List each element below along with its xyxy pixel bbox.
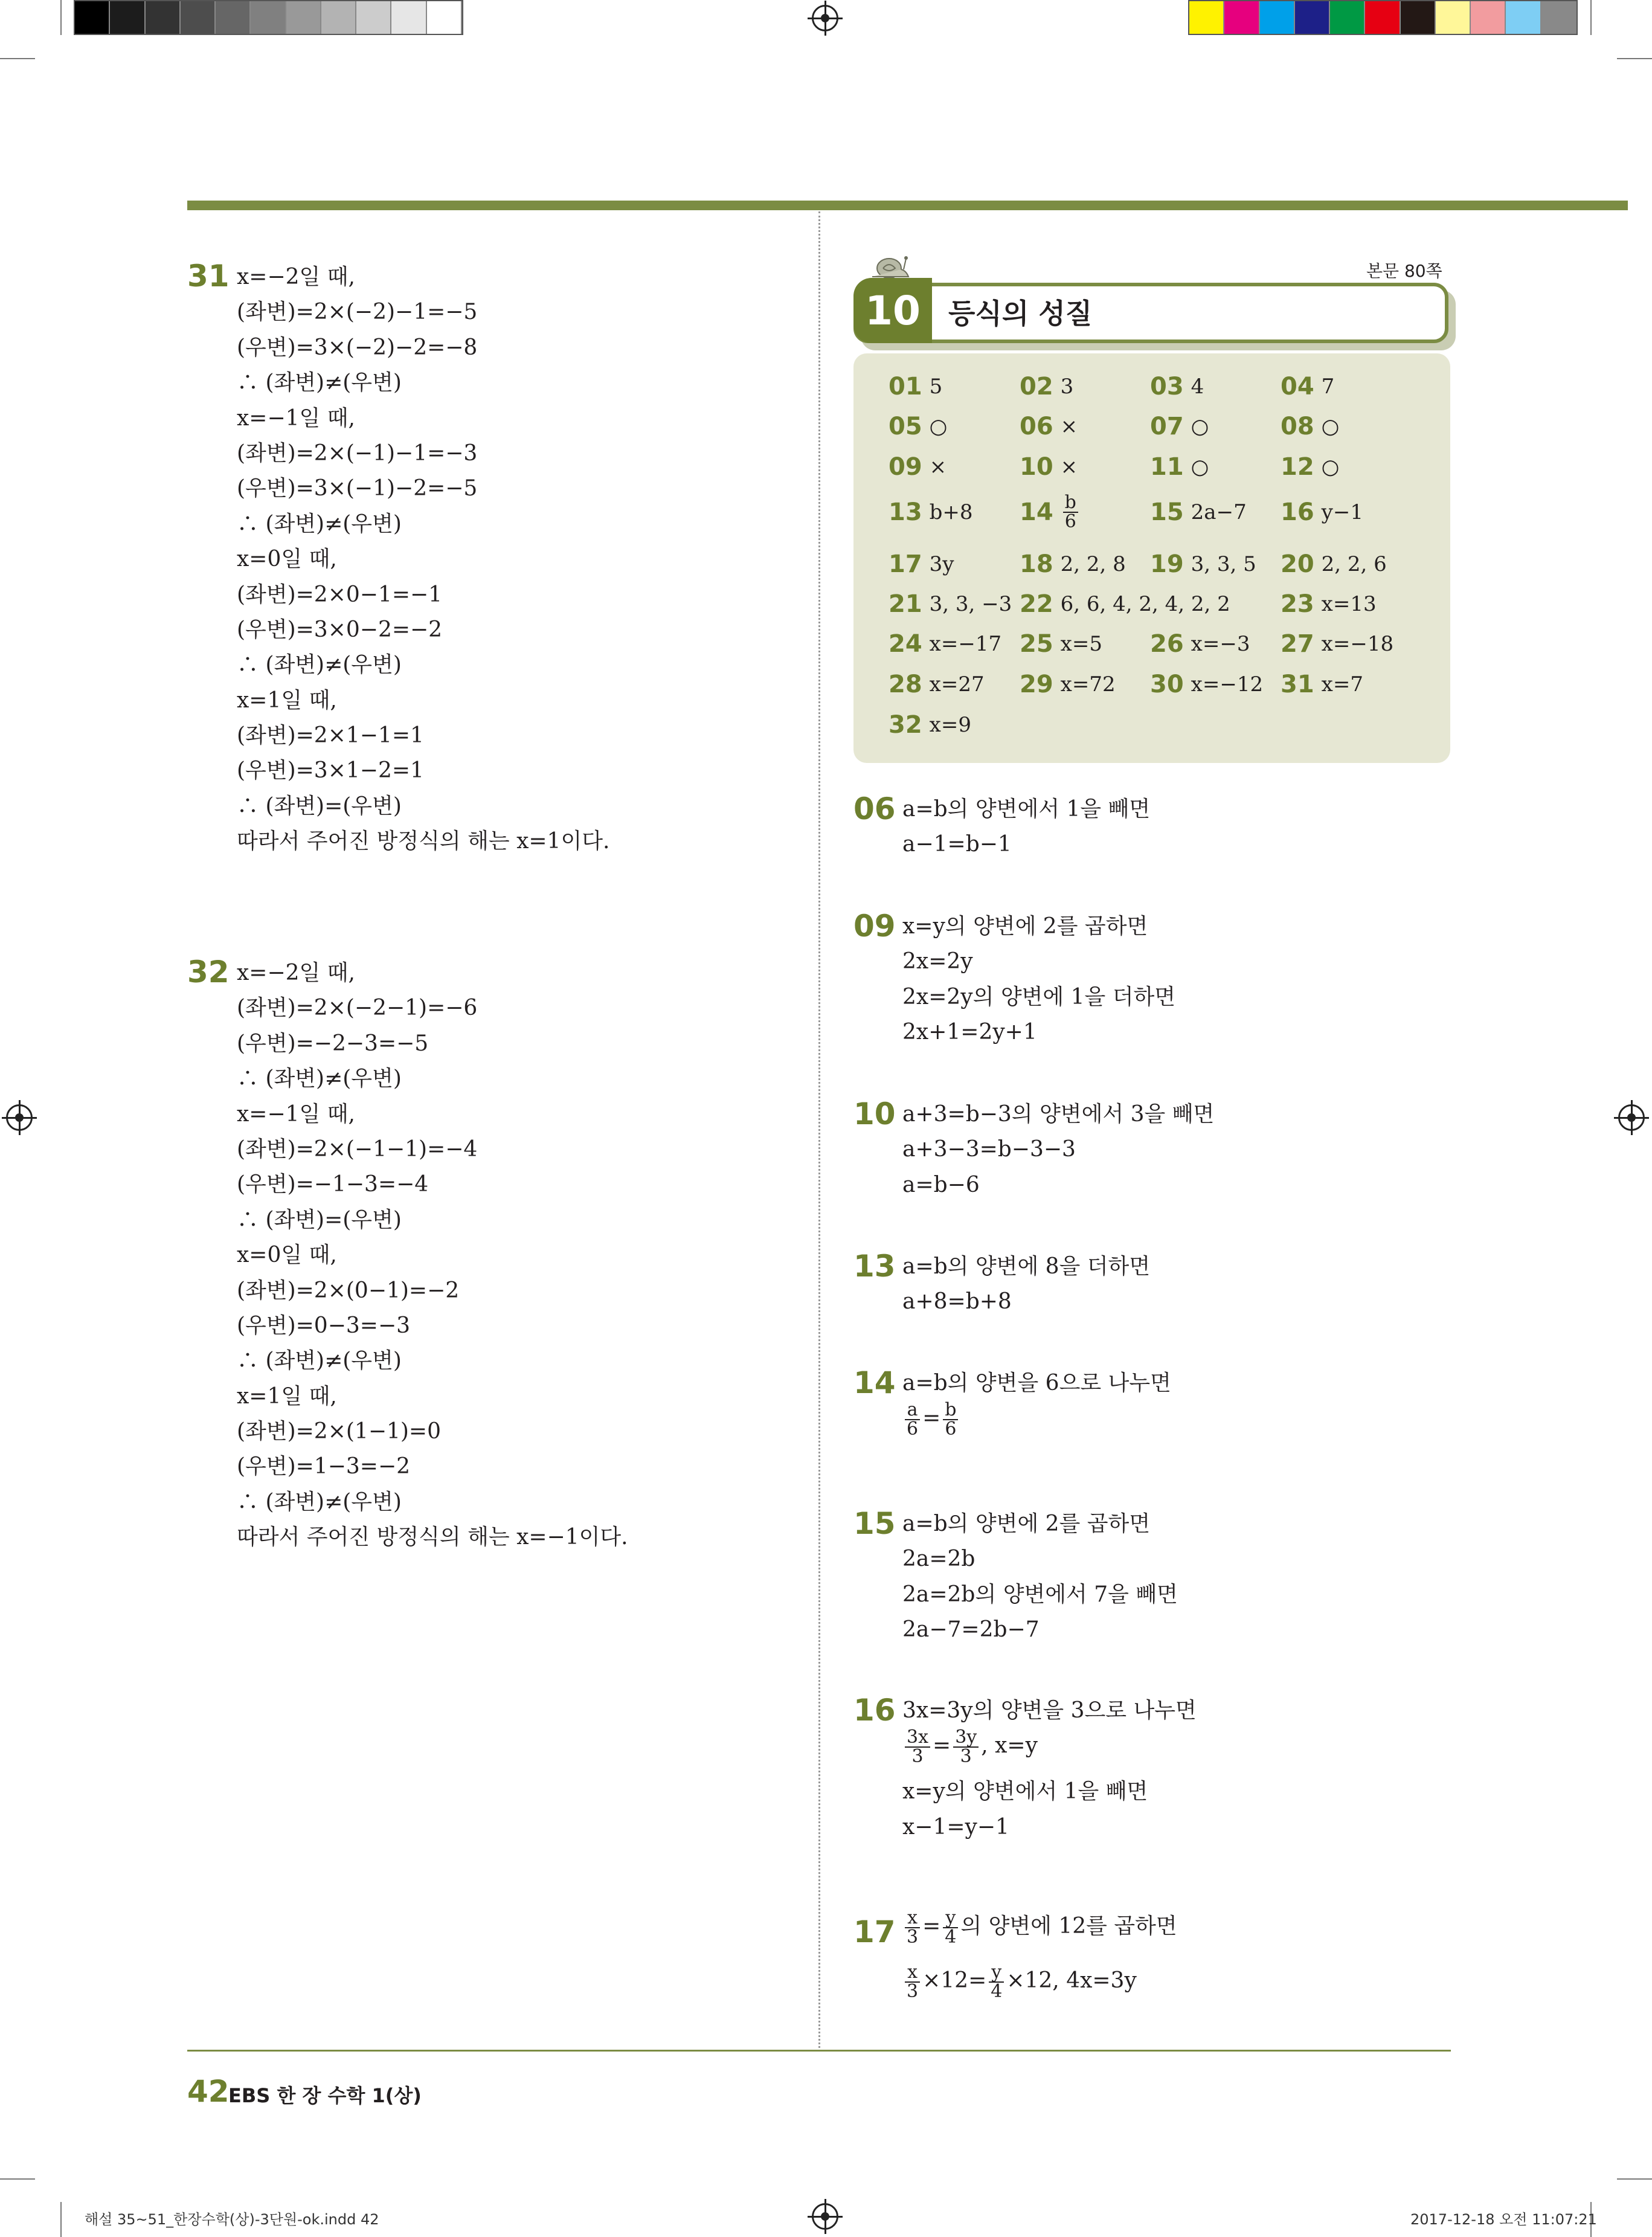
solution-line: x=y의 양변에 2를 곱하면 xyxy=(902,914,1148,939)
solution-32 xyxy=(237,956,628,1556)
answer-number: 11 xyxy=(1150,453,1184,481)
answer-value: × xyxy=(929,455,947,479)
color-swatch xyxy=(1365,1,1400,34)
solution-line: x=0일 때, xyxy=(237,1243,337,1268)
grayscale-color-bar xyxy=(74,0,463,35)
answer-value: x=7 xyxy=(1321,672,1363,697)
answer-item xyxy=(1150,627,1250,661)
print-slug-left: 해설 35~51_한장수학(상)-3단원-ok.indd 42 xyxy=(85,2211,379,2228)
solution-line: (우변)=−2−3=−5 xyxy=(237,1031,429,1056)
color-swatch xyxy=(1260,1,1295,34)
solution-line: (좌변)=2×(0−1)=−2 xyxy=(237,1278,460,1303)
answer-item xyxy=(1020,587,1230,621)
answer-number: 15 xyxy=(1150,498,1184,526)
solution-line: (좌변)=2×(−1−1)=−4 xyxy=(237,1136,478,1162)
color-swatch xyxy=(1295,1,1330,34)
answer-item xyxy=(1281,450,1339,484)
color-swatch xyxy=(1330,1,1365,34)
answer-number: 06 xyxy=(1020,413,1053,440)
solution-line: ∴ (좌변)≠(우변) xyxy=(237,1348,402,1374)
solution-line: ∴ (좌변)≠(우변) xyxy=(237,1066,402,1092)
answer-value: 3y xyxy=(929,552,954,576)
answer-number: 01 xyxy=(889,373,922,401)
page-reference: 본문 80쪽 xyxy=(1366,261,1442,281)
fraction-equation: $\frac{x}{3}$ ×12= $\frac{y}{4}$ ×12, 4x=3y xyxy=(902,1963,1177,2009)
explanation-09 xyxy=(902,909,1175,1051)
solution-line: 2a=2b xyxy=(902,1547,975,1572)
color-swatch xyxy=(146,1,181,34)
solution-line: x=−2일 때, xyxy=(237,961,355,985)
answer-value: 6, 6, 4, 2, 4, 2, 2 xyxy=(1060,592,1230,616)
solution-line: (우변)=1−3=−2 xyxy=(237,1454,411,1479)
solution-line: 따라서 주어진 방정식의 해는 x=1이다. xyxy=(237,829,610,854)
answer-value: 2a−7 xyxy=(1191,500,1247,524)
answer-number: 09 xyxy=(889,453,922,481)
registration-mark-icon xyxy=(6,1104,33,1131)
solution-line: (우변)=0−3=−3 xyxy=(237,1313,411,1338)
crop-mark xyxy=(1590,0,1592,35)
solution-line: (좌변)=2×(−1)−1=−3 xyxy=(237,440,478,466)
registration-mark-icon xyxy=(1618,1104,1645,1131)
answer-value: x=5 xyxy=(1060,632,1102,656)
answer-item xyxy=(1281,627,1393,661)
solution-line: a=b의 양변에 2를 곱하면 xyxy=(902,1511,1151,1536)
crop-mark xyxy=(60,0,62,35)
answer-item xyxy=(1281,410,1339,443)
solution-line: ∴ (좌변)=(우변) xyxy=(237,1207,402,1232)
answer-number: 08 xyxy=(1281,413,1314,440)
answer-item xyxy=(889,370,942,404)
solution-line: (좌변)=2×(−2)−1=−5 xyxy=(237,300,478,325)
explanation-13 xyxy=(902,1249,1150,1320)
answer-value: x=72 xyxy=(1060,672,1116,697)
color-swatch xyxy=(1436,1,1471,34)
solution-line: a+3−3=b−3−3 xyxy=(902,1137,1076,1162)
solution-line: a=b−6 xyxy=(902,1172,980,1197)
answer-value: 4 xyxy=(1191,375,1204,399)
page-number: 42 xyxy=(187,2074,230,2109)
solution-line: (우변)=3×1−2=1 xyxy=(237,758,424,784)
answer-value: x=−3 xyxy=(1191,632,1250,656)
answer-item xyxy=(889,708,971,742)
answer-value: 5 xyxy=(929,375,943,399)
color-swatch xyxy=(321,1,356,34)
solution-line: (우변)=3×0−2=−2 xyxy=(237,617,443,642)
answer-number: 07 xyxy=(1150,413,1184,440)
explanation-16 xyxy=(902,1693,1197,1845)
explanation-06 xyxy=(902,792,1150,863)
color-swatch xyxy=(1506,1,1541,34)
answer-item xyxy=(889,450,947,484)
answer-item xyxy=(889,587,1012,621)
fraction-equation: $\frac{x}{3}$ = $\frac{y}{4}$ 의 양변에 12를 곱하면 xyxy=(902,1909,1177,1955)
answer-value: 3, 3, 5 xyxy=(1191,552,1256,576)
color-swatch xyxy=(181,1,216,34)
answer-item xyxy=(889,668,985,701)
solution-line: (좌변)=2×1−1=1 xyxy=(237,723,424,748)
explanation-10 xyxy=(902,1097,1214,1203)
answer-value: x=−17 xyxy=(929,632,1002,656)
color-swatch xyxy=(1224,1,1259,34)
solution-line: 2a=2b의 양변에서 7을 빼면 xyxy=(902,1582,1178,1607)
answer-value: x=−18 xyxy=(1321,632,1394,656)
solution-line: a+3=b−3의 양변에서 3을 빼면 xyxy=(902,1102,1215,1127)
solution-line: x=1일 때, xyxy=(237,687,337,713)
answer-number: 03 xyxy=(1150,373,1184,401)
section-number: 10 xyxy=(853,278,932,343)
answer-value: 3, 3, −3 xyxy=(929,592,1012,616)
answer-item xyxy=(1020,627,1102,661)
answer-item xyxy=(1020,410,1078,443)
explanation-number: 10 xyxy=(853,1096,896,1131)
color-swatch xyxy=(1401,1,1436,34)
answer-value: x=−12 xyxy=(1191,672,1264,697)
crop-mark xyxy=(0,58,35,59)
explanation-line: x=y의 양변에서 1을 빼면 xyxy=(902,1779,1148,1804)
solution-line: (우변)=3×(−2)−2=−8 xyxy=(237,335,478,360)
answer-value: 7 xyxy=(1321,375,1335,399)
color-swatch xyxy=(75,1,110,34)
answer-value: 2, 2, 8 xyxy=(1060,552,1126,576)
explanation-number: 13 xyxy=(853,1249,896,1284)
answer-item xyxy=(1281,547,1387,581)
color-swatch xyxy=(286,1,321,34)
fraction: $\frac{x}{3}$ xyxy=(905,1909,920,1946)
solution-line: ∴ (좌변)≠(우변) xyxy=(237,370,402,396)
answer-item xyxy=(1020,370,1073,404)
color-swatch xyxy=(1541,1,1576,34)
answer-item xyxy=(1281,370,1334,404)
answer-number: 23 xyxy=(1281,590,1314,618)
problem-number: 31 xyxy=(187,259,230,294)
solution-line: 2x=2y의 양변에 1을 더하면 xyxy=(902,984,1176,1009)
answer-item xyxy=(1150,370,1204,404)
solution-line: a−1=b−1 xyxy=(902,832,1012,857)
answer-item xyxy=(889,547,954,581)
solution-line: (좌변)=2×(−2−1)=−6 xyxy=(237,996,478,1021)
solution-line: a=b의 양변에서 1을 빼면 xyxy=(902,797,1151,822)
answer-number: 10 xyxy=(1020,453,1053,481)
answer-item xyxy=(1150,410,1209,443)
explanation-number: 17 xyxy=(853,1914,896,1949)
answer-item xyxy=(1020,450,1078,484)
answer-number: 24 xyxy=(889,630,922,658)
crop-mark xyxy=(60,2202,62,2237)
answer-value: ○ xyxy=(929,414,948,439)
answer-item xyxy=(1150,450,1209,484)
solution-line: (우변)=−1−3=−4 xyxy=(237,1172,429,1197)
answer-value: × xyxy=(1060,414,1078,439)
answer-number: 16 xyxy=(1281,498,1314,526)
fraction: $\frac{b}{6}$ xyxy=(1063,494,1078,531)
explanation-number: 15 xyxy=(853,1506,896,1541)
answer-item xyxy=(1020,492,1081,532)
fraction: $\frac{x}{3}$ xyxy=(905,1963,920,2001)
solution-line: x=0일 때, xyxy=(237,547,337,572)
section-title: 등식의 성질 xyxy=(948,297,1093,330)
answer-value: y−1 xyxy=(1321,500,1363,524)
answer-item xyxy=(889,627,1001,661)
solution-line: (좌변)=2×0−1=−1 xyxy=(237,582,443,607)
answer-number: 04 xyxy=(1281,373,1314,401)
answer-value: b+8 xyxy=(929,500,973,524)
answer-number: 26 xyxy=(1150,630,1184,658)
answer-item xyxy=(1150,668,1263,701)
explanation-line: 3x=3y의 양변을 3으로 나누면 xyxy=(902,1698,1197,1723)
crop-mark xyxy=(0,2178,35,2180)
answer-number: 32 xyxy=(889,711,922,739)
header-band xyxy=(187,201,1628,210)
fraction: $\frac{3x}{3}$ xyxy=(905,1728,930,1766)
answer-number: 27 xyxy=(1281,630,1314,658)
solution-line: ∴ (좌변)≠(우변) xyxy=(237,511,402,536)
fraction: $\frac{3y}{3}$ xyxy=(953,1728,979,1766)
answer-value: ○ xyxy=(1321,414,1340,439)
answer-number: 22 xyxy=(1020,590,1053,618)
color-swatch xyxy=(427,1,462,34)
solution-line: x=1일 때, xyxy=(237,1383,337,1409)
color-swatch xyxy=(110,1,145,34)
color-swatch xyxy=(391,1,426,34)
explanation-number: 14 xyxy=(853,1365,896,1400)
fraction: $\frac{b}{6}$ xyxy=(943,1401,958,1438)
solution-line: 2x+1=2y+1 xyxy=(902,1020,1037,1045)
answer-item xyxy=(1150,547,1256,581)
print-slug-right: 2017-12-18 오전 11:07:21 xyxy=(1410,2211,1597,2228)
answer-value: 2, 2, 6 xyxy=(1321,552,1387,576)
explanation-15 xyxy=(902,1507,1178,1648)
solution-line: x=−1일 때, xyxy=(237,405,355,431)
solution-line: 2x=2y xyxy=(902,949,973,974)
process-color-bar xyxy=(1188,0,1578,35)
solution-line: (좌변)=2×(1−1)=0 xyxy=(237,1419,442,1444)
explanation-17 xyxy=(902,1909,1177,2009)
answer-item xyxy=(1150,495,1247,529)
color-swatch xyxy=(356,1,391,34)
solution-line: a=b의 양변에 8을 더하면 xyxy=(902,1254,1151,1279)
answer-value: ○ xyxy=(1191,455,1209,479)
fraction: $\frac{y}{4}$ xyxy=(943,1909,958,1946)
explanation-line: a=b의 양변을 6으로 나누면 xyxy=(902,1371,1171,1395)
answer-number: 18 xyxy=(1020,550,1053,578)
answer-number: 30 xyxy=(1150,671,1184,698)
answer-item xyxy=(889,495,973,529)
answer-item xyxy=(1281,495,1363,529)
answer-item xyxy=(1020,668,1116,701)
answer-value: x=9 xyxy=(929,713,971,737)
answer-number: 21 xyxy=(889,590,922,618)
answer-value: ○ xyxy=(1191,414,1209,439)
color-swatch xyxy=(1471,1,1506,34)
answer-item xyxy=(1281,587,1377,621)
fraction-equation: $\frac{3x}{3}$ = $\frac{3y}{3}$ , x=y xyxy=(902,1728,1197,1774)
section-header-box xyxy=(853,283,1448,343)
solution-31 xyxy=(237,260,609,860)
answer-value: 3 xyxy=(1060,375,1074,399)
solution-line: ∴ (좌변)=(우변) xyxy=(237,793,402,819)
solution-line: ∴ (좌변)≠(우변) xyxy=(237,1489,402,1514)
fraction: $\frac{a}{6}$ xyxy=(905,1401,920,1438)
answer-value: × xyxy=(1060,455,1078,479)
answer-number: 02 xyxy=(1020,373,1053,401)
footer-rule xyxy=(187,2050,1451,2052)
registration-mark-icon xyxy=(812,2203,838,2230)
answer-number: 31 xyxy=(1281,671,1314,698)
answer-number: 29 xyxy=(1020,671,1053,698)
registration-mark-icon xyxy=(812,5,838,31)
answer-item xyxy=(889,410,947,443)
answer-number: 17 xyxy=(889,550,922,578)
color-swatch xyxy=(251,1,286,34)
answer-number: 25 xyxy=(1020,630,1053,658)
answer-value: x=27 xyxy=(929,672,985,697)
explanation-number: 16 xyxy=(853,1693,896,1728)
column-divider xyxy=(818,211,820,2048)
answer-number: 13 xyxy=(889,498,922,526)
answer-number: 12 xyxy=(1281,453,1314,481)
solution-line: 2a−7=2b−7 xyxy=(902,1617,1040,1643)
problem-number: 32 xyxy=(187,954,230,990)
explanation-line: x−1=y−1 xyxy=(902,1814,1009,1839)
explanation-14 xyxy=(902,1366,1171,1443)
solution-line: 따라서 주어진 방정식의 해는 x=−1이다. xyxy=(237,1525,628,1550)
answer-item xyxy=(1281,668,1363,701)
crop-mark xyxy=(1617,2178,1652,2180)
solution-line: (우변)=3×(−1)−2=−5 xyxy=(237,476,478,501)
explanation-number: 09 xyxy=(853,909,896,944)
fraction: $\frac{y}{4}$ xyxy=(989,1963,1004,2001)
answer-value: x=13 xyxy=(1321,592,1377,616)
crop-mark xyxy=(1617,58,1652,59)
color-swatch xyxy=(1189,1,1224,34)
solution-line: ∴ (좌변)≠(우변) xyxy=(237,652,402,678)
solution-line: x=−1일 때, xyxy=(237,1101,355,1127)
answer-value: ○ xyxy=(1321,455,1340,479)
answer-number: 05 xyxy=(889,413,922,440)
fraction-equation: $\frac{a}{6}$ = $\frac{b}{6}$ xyxy=(902,1401,1171,1443)
answer-number: 14 xyxy=(1020,498,1053,526)
answer-number: 28 xyxy=(889,671,922,698)
answer-number: 19 xyxy=(1150,550,1184,578)
answer-item xyxy=(1020,547,1126,581)
solution-line: x=−2일 때, xyxy=(237,265,355,289)
snail-icon xyxy=(870,253,912,279)
explanation-number: 06 xyxy=(853,791,896,826)
book-title: EBS 한 장 수학 1(상) xyxy=(228,2084,422,2107)
answer-number: 20 xyxy=(1281,550,1314,578)
color-swatch xyxy=(216,1,251,34)
solution-line: a+8=b+8 xyxy=(902,1289,1012,1315)
